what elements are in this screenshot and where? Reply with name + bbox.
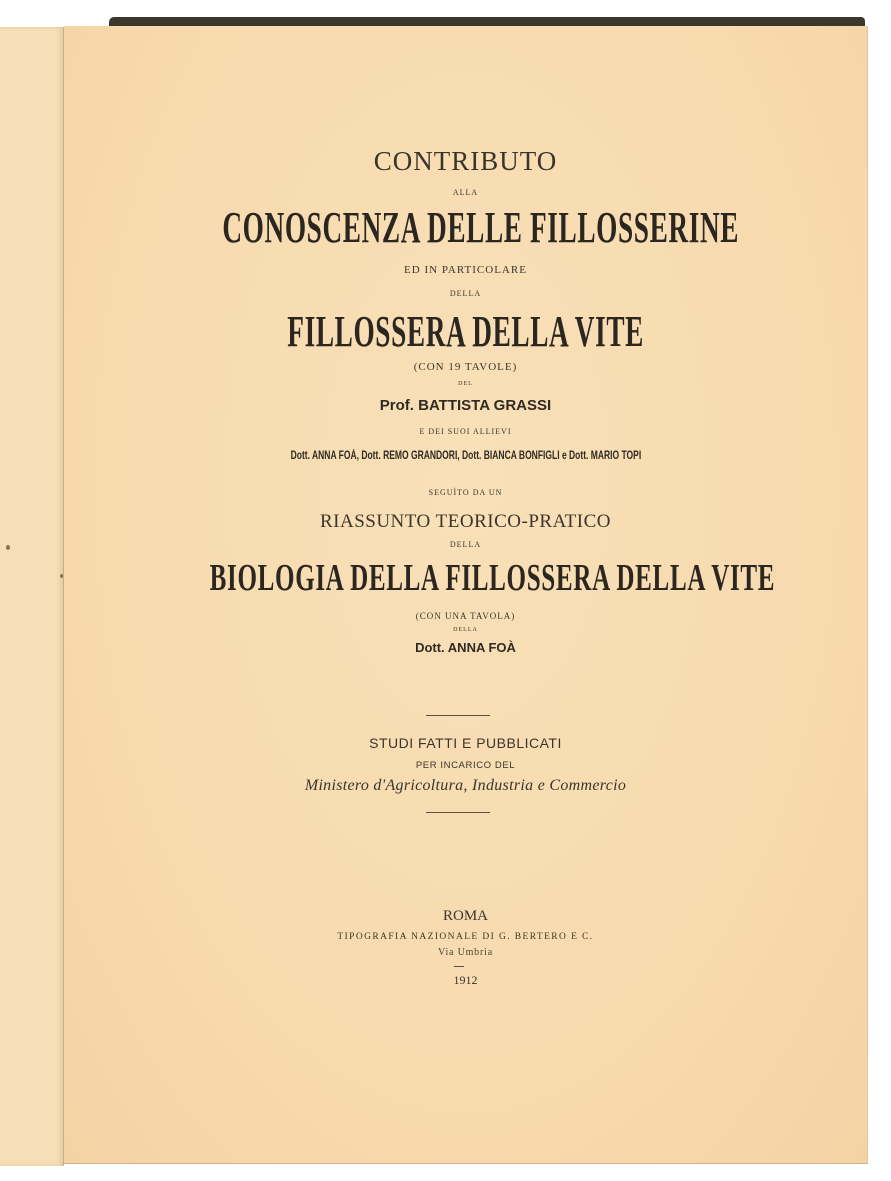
coauthors-intro: E DEI SUOI ALLIEVI [419, 427, 512, 436]
main-title-2: FILLOSSERA DELLA VITE [287, 307, 644, 356]
printer: TIPOGRAFIA NAZIONALE DI G. BERTERO E C. [337, 932, 594, 942]
plates-note-19: (CON 19 TAVOLE) [413, 361, 518, 373]
city: ROMA [442, 908, 488, 924]
plates-note-one: (CON UNA TAVOLA) [415, 611, 516, 621]
second-work-title-block [64, 556, 867, 600]
left-facing-page [0, 27, 64, 1166]
connector-alla: ALLA [452, 188, 479, 197]
connector-della-3: DELLA [453, 627, 478, 633]
street: Via Umbria [438, 947, 493, 958]
coauthors: Dott. ANNA FOÀ, Dott. REMO GRANDORI, Dott. BIANCA BONFIGLI e Dott. MARIO TOPI [290, 450, 641, 462]
connector-della: DELLA [449, 289, 482, 298]
foxing-spot [60, 574, 63, 578]
main-title: CONOSCENZA DELLE FILLOSSERINE [222, 203, 740, 252]
followed-by: SEGUÌTO DA UN [428, 488, 503, 497]
second-work-title: BIOLOGIA DELLA FILLOSSERA DELLA VITE [209, 557, 776, 599]
title-contributo: CONTRIBUTO [373, 146, 558, 176]
second-author: Dott. ANNA FOÀ [415, 640, 516, 655]
coauthors-block [64, 446, 867, 464]
main-title-2-block [64, 306, 867, 357]
studies-line: STUDI FATTI E PUBBLICATI [369, 735, 562, 751]
separator-rule-top [426, 715, 490, 716]
connector-della-2: DELLA [449, 540, 482, 549]
separator-rule-bottom [426, 812, 490, 813]
main-title-block [64, 202, 867, 253]
ministry: Ministero d'Agricoltura, Industria e Commercio [304, 777, 627, 794]
foxing-spot [6, 545, 10, 550]
author-grassi: Prof. BATTISTA GRASSI [379, 397, 552, 414]
separator-dash [454, 966, 464, 967]
commission-line: PER INCARICO DEL [415, 760, 516, 771]
connector-del: DEL [458, 381, 473, 387]
summary-title: RIASSUNTO TEORICO-PRATICO [319, 511, 612, 532]
year: 1912 [453, 973, 478, 987]
subtitle-in-particolare: ED IN PARTICOLARE [404, 264, 527, 276]
